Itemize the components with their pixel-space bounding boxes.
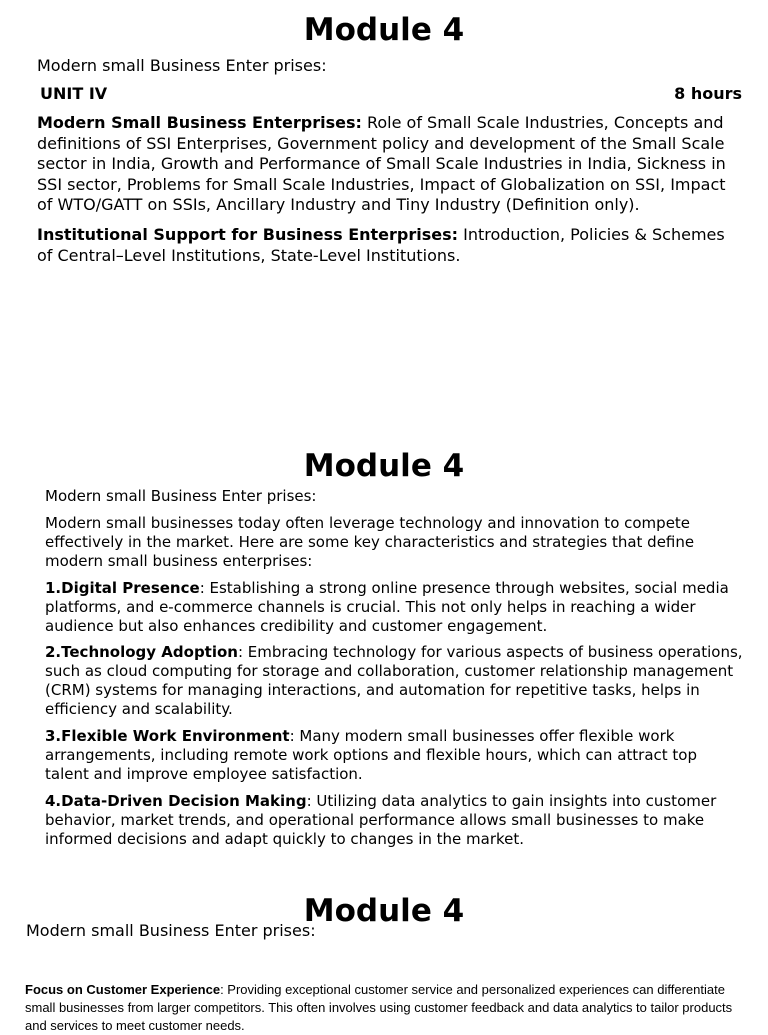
module-subtitle: Modern small Business Enter prises: xyxy=(37,56,327,75)
list-item xyxy=(45,792,745,849)
unit-name: UNIT IV xyxy=(40,84,108,103)
unit-hours: 8 hours xyxy=(674,84,742,103)
intro-paragraph: Modern small businesses today often leverage technology and innovation to compete effectively in the market. Here are some key characteristics and strategies that define modern small business enterprises: xyxy=(45,514,695,570)
point-heading: 3.Flexible Work Environment xyxy=(45,727,290,745)
syllabus-paragraph xyxy=(37,225,737,266)
paragraph-text: Role of Small Scale Industries, Concepts and definitions of SSI Enterprises, Government policy and development of the Small Scale sector in India, Growth and Performance of Small Scale Industries in India, Sickness in SSI sector, Problems for Small Scale Industries, Impact of Globalization on SSI, Impact of WTO/GATT on SSIs, Ancillary Industry and Tiny Industry (Definition only). xyxy=(37,113,726,214)
paragraph-text: : Providing exceptional customer service and personalized experiences can differentiate small businesses from larger competitors. This often involves using customer feedback and data analytics to tailor products and services to meet customer needs. xyxy=(25,982,733,1033)
point-text: : Utilizing data analytics to gain insights into customer behavior, market trends, and operational performance allows small businesses to make informed decisions and adapt quickly to changes in the market. xyxy=(45,792,717,848)
point-text: : Many modern small businesses offer flexible work arrangements, including remote work options and flexible hours, which can attract top talent and improve employee satisfaction. xyxy=(45,727,697,783)
point-heading: 4.Data-Driven Decision Making xyxy=(45,792,307,810)
slide-2 xyxy=(0,440,768,860)
paragraph-heading: Modern Small Business Enterprises: xyxy=(37,113,362,132)
paragraph-text: Introduction, Policies & Schemes of Central–Level Institutions, State-Level Institutions. xyxy=(37,225,725,265)
list-item xyxy=(45,643,745,719)
point-heading: 2.Technology Adoption xyxy=(45,643,238,661)
module-subtitle: Modern small Business Enter prises: xyxy=(26,921,316,940)
slide-1 xyxy=(0,0,768,430)
list-item xyxy=(45,727,745,784)
point-text: : Establishing a strong online presence through websites, social media platforms, and e-commerce channels is crucial. This not only helps in reaching a wider audience but also enhances credibility and customer engagement. xyxy=(45,579,729,635)
module-subtitle: Modern small Business Enter prises: xyxy=(45,487,317,505)
slide-3 xyxy=(0,885,768,1033)
feature-paragraph xyxy=(25,981,755,1035)
module-title: Module 4 xyxy=(303,12,465,48)
point-heading: 1.Digital Presence xyxy=(45,579,200,597)
list-item xyxy=(45,579,745,636)
module-title: Module 4 xyxy=(303,893,465,929)
paragraph-heading: Focus on Customer Experience xyxy=(25,982,221,997)
point-text: : Embracing technology for various aspects of business operations, such as cloud computing for storage and collaboration, customer relationship management (CRM) systems for managing interactions, and automation for repetitive tasks, helps in efficiency and scalability. xyxy=(45,643,743,718)
syllabus-paragraph xyxy=(37,113,737,216)
paragraph-heading: Institutional Support for Business Enterprises: xyxy=(37,225,459,244)
module-title: Module 4 xyxy=(303,448,465,484)
